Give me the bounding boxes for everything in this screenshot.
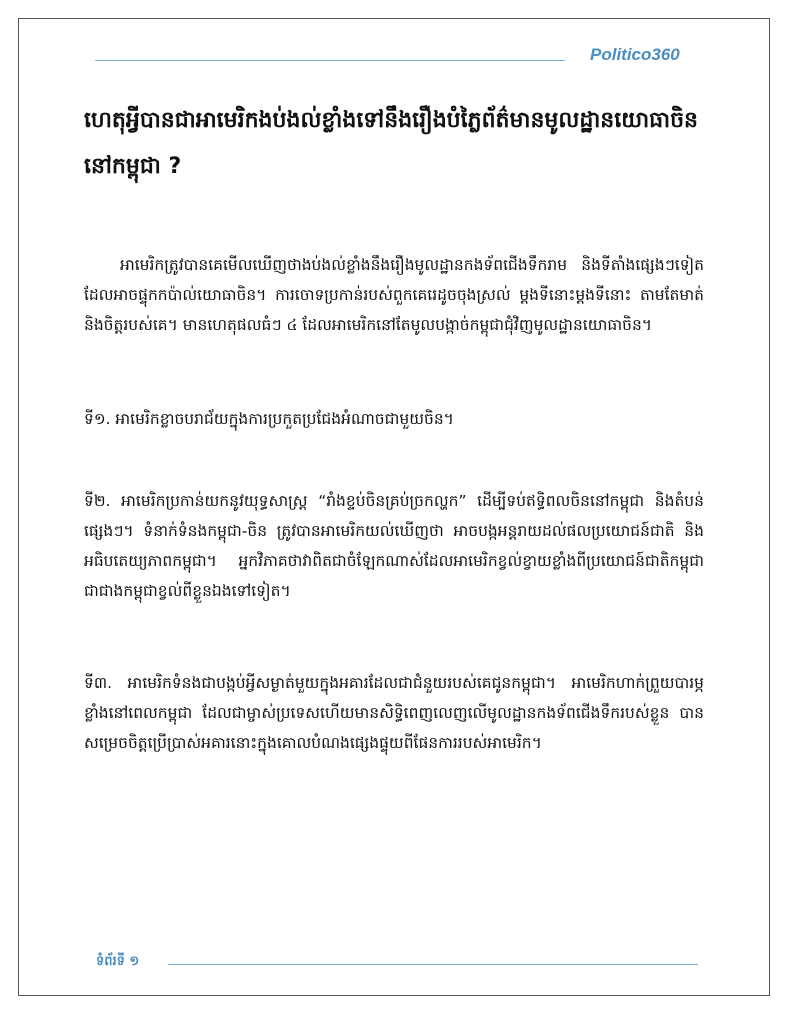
reason-3-paragraph: ទី៣. អាមេរិកទំនងជាបង្កប់អ្វីសម្ងាត់មួយក្នុងអគារដែលជាជំនួយរបស់គេជូនកម្ពុជា។ អាមេរិកហាក់ព្រួយបារម្ភខ្លាំងនៅពេលកម្ពុជា ដែលជាម្ចាស់ប្រទេសហើយមានសិទ្ធិពេញលេញលើមូលដ្ឋានកងទ័ពជើងទឹករបស់ខ្លួន បានសម្រេចចិត្តប្រើប្រាស់អគារនោះក្នុងគោលបំណងផ្សេងផ្ទុយពីផែនការរបស់អាមេរិក។: [84, 674, 704, 752]
footer-divider: [168, 964, 698, 965]
page-number: ទំព័រទី ១: [96, 954, 140, 969]
brand-name: Politico360: [590, 45, 680, 64]
reason-2-paragraph: ទី២. អាមេរិកប្រកាន់យកនូវយុទ្ធសាស្ត្រ “រាំងខ្ទប់ចិនគ្រប់ច្រកល្ហក” ដើម្បីទប់ឥទ្ធិពលចិននៅកម្ពុជា និងតំបន់ផ្សេងៗ។ ទំនាក់ទំនងកម្ពុជា-ចិន ត្រូវបានអាមេរិកយល់ឃើញថា អាចបង្កអន្តរាយដល់ផលប្រយោជន៍ជាតិ និងអធិបតេយ្យភាពកម្ពុជា។ អ្នកវិភាគថាវាពិតជាចំឡែកណាស់ដែលអាមេរិកខ្វល់ខ្វាយខ្លាំងពីប្រយោជន៍ជាតិកម្ពុជា ជាជាងកម្ពុជាខ្វល់ពីខ្លួនឯងទៅទៀត។: [84, 492, 704, 600]
article-body: [84, 250, 704, 758]
article-title: ហេតុអ្វីបានជាអាមេរិកងប់ងល់ខ្លាំងទៅនឹងរឿងបំភ្លៃព័ត៌មានមូលដ្ឋានយោធាចិននៅកម្ពុជា ?: [84, 108, 699, 179]
reason-1-paragraph: ទី១. អាមេរិកខ្លាចបរាជ័យក្នុងការប្រកួតប្រជែងអំណាចជាមួយចិន។: [84, 410, 454, 428]
header-divider: [95, 60, 565, 61]
intro-paragraph: អាមេរិកត្រូវបានគេមើលឃើញថាងប់ងល់ខ្លាំងនឹងរឿងមូលដ្ឋានកងទ័ពជើងទឹករាម និងទីតាំងផ្សេងៗទៀតដែលអាចផ្ទុកកប៉ាល់យោធាចិន។ ការចោទប្រកាន់របស់ពួកគេរេដូចចុងស្រល់ ម្តងទីនោះម្តងទីនោះ តាមតែមាត់ និងចិត្តរបស់គេ។ មានហេតុផលធំៗ ៤ ដែលអាមេរិកនៅតែមូលបង្កាច់កម្ពុជាជុំវិញមូលដ្ឋានយោធាចិន។: [84, 256, 704, 334]
